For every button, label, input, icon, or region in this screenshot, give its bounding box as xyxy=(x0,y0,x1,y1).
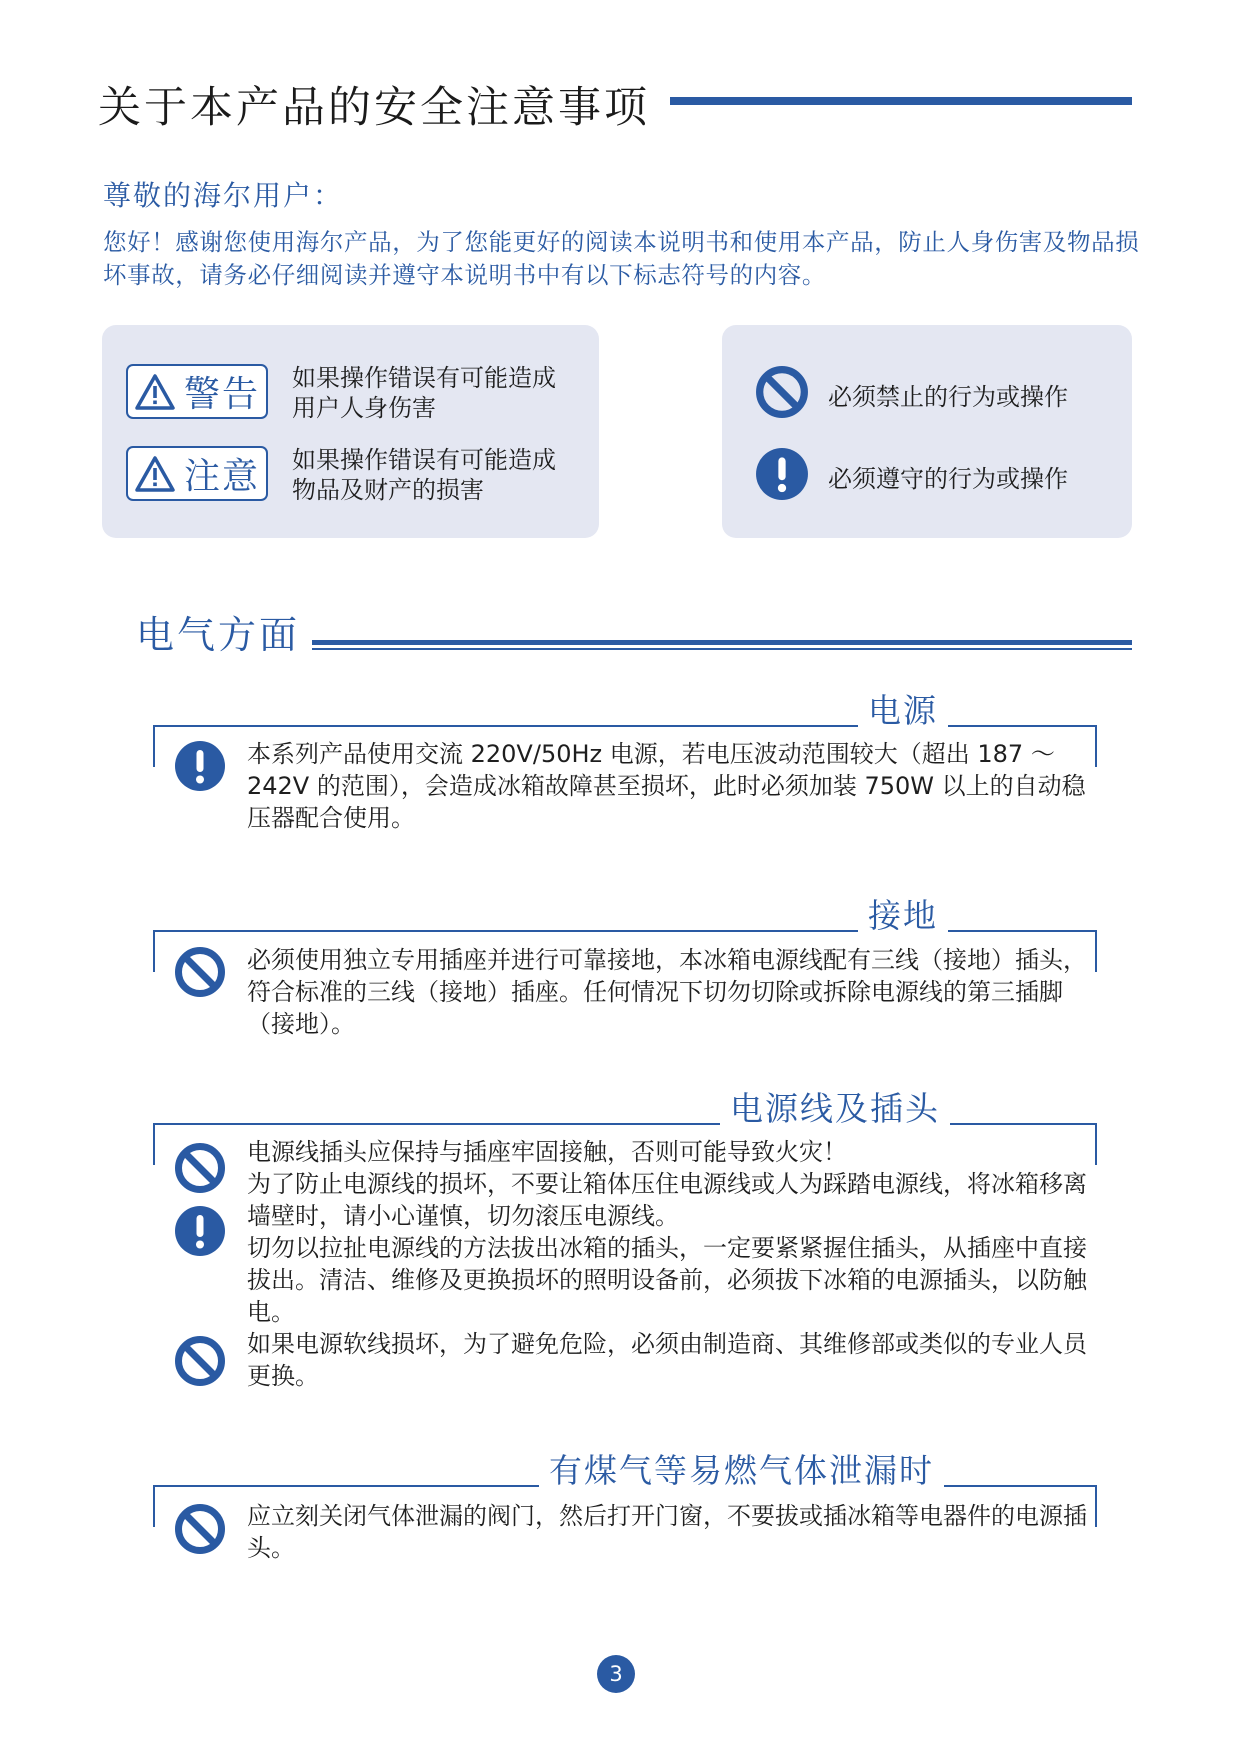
mandatory-icon xyxy=(174,1205,226,1257)
section-title: 电气方面 xyxy=(136,613,301,657)
subsection-title-grounding: 接地 xyxy=(858,890,948,937)
legend-box-symbols xyxy=(722,325,1132,538)
subsection-title-cord: 电源线及插头 xyxy=(720,1083,950,1130)
subsection-title-gas: 有煤气等易燃气体泄漏时 xyxy=(539,1445,944,1492)
prohibit-icon xyxy=(174,1335,226,1387)
subsection-text-cord xyxy=(247,1136,1092,1392)
intro-paragraph: 您好！感谢您使用海尔产品，为了您能更好的阅读本说明书和使用本产品，防止人身伤害及物品损坏事故，请务必仔细阅读并遵守本说明书中有以下标志符号的内容。 xyxy=(103,228,1140,289)
title-rule xyxy=(670,97,1132,105)
caution-label: 注意 xyxy=(183,456,260,497)
section-rule-thin xyxy=(312,648,1132,650)
mandatory-icon xyxy=(755,447,809,501)
caution-badge xyxy=(126,446,268,501)
prohibit-icon xyxy=(755,365,809,419)
subsection-title-power: 电源 xyxy=(858,685,948,732)
paragraph: 电源线插头应保持与插座牢固接触，否则可能导致火灾！ xyxy=(247,1138,847,1166)
prohibit-description: 必须禁止的行为或操作 xyxy=(828,383,1068,411)
mandatory-icon xyxy=(174,740,226,792)
paragraph: 必须使用独立专用插座并进行可靠接地，本冰箱电源线配有三线（接地）插头，符合标准的三线（接地）插座。任何情况下切勿切除或拆除电源线的第三插脚（接地）。 xyxy=(247,946,1087,1038)
caution-triangle-icon xyxy=(134,455,176,493)
prohibit-icon xyxy=(174,1503,226,1555)
prohibit-icon xyxy=(174,946,226,998)
warning-triangle-icon xyxy=(134,373,176,411)
warning-label: 警告 xyxy=(183,374,260,415)
paragraph: 应立刻关闭气体泄漏的阀门，然后打开门窗，不要拔或插冰箱等电器件的电源插头。 xyxy=(247,1502,1087,1562)
legend-box-severity xyxy=(102,325,599,538)
greeting: 尊敬的海尔用户： xyxy=(103,179,344,212)
subsection-text-power xyxy=(247,738,1087,834)
warning-description: 如果操作错误有可能造成用户人身伤害 xyxy=(292,364,556,422)
paragraph: 为了防止电源线的损坏，不要让箱体压住电源线或人为踩踏电源线，将冰箱移离墙壁时，请小心谨慎，切勿滚压电源线。 xyxy=(247,1170,1087,1230)
prohibit-icon xyxy=(174,1142,226,1194)
paragraph: 如果电源软线损坏，为了避免危险，必须由制造商、其维修部或类似的专业人员更换。 xyxy=(247,1330,1087,1390)
subsection-text-gas xyxy=(247,1500,1092,1564)
paragraph: 本系列产品使用交流 220V/50Hz 电源，若电压波动范围较大（超出 187 ～ 242V 的范围），会造成冰箱故障甚至损坏，此时必须加装 750W 以上的自动稳压器配合使用。 xyxy=(247,740,1086,832)
mandatory-description: 必须遵守的行为或操作 xyxy=(828,465,1068,493)
page-title: 关于本产品的安全注意事项 xyxy=(98,83,650,133)
subsection-text-grounding xyxy=(247,944,1097,1040)
caution-description: 如果操作错误有可能造成物品及财产的损害 xyxy=(292,446,556,504)
paragraph: 切勿以拉扯电源线的方法拔出冰箱的插头，一定要紧紧握住插头，从插座中直接拔出。清洁、维修及更换损坏的照明设备前，必须拔下冰箱的电源插头，以防触电。 xyxy=(247,1234,1087,1326)
warning-badge xyxy=(126,364,268,419)
page-number: 3 xyxy=(597,1655,635,1693)
section-rule xyxy=(312,640,1132,645)
